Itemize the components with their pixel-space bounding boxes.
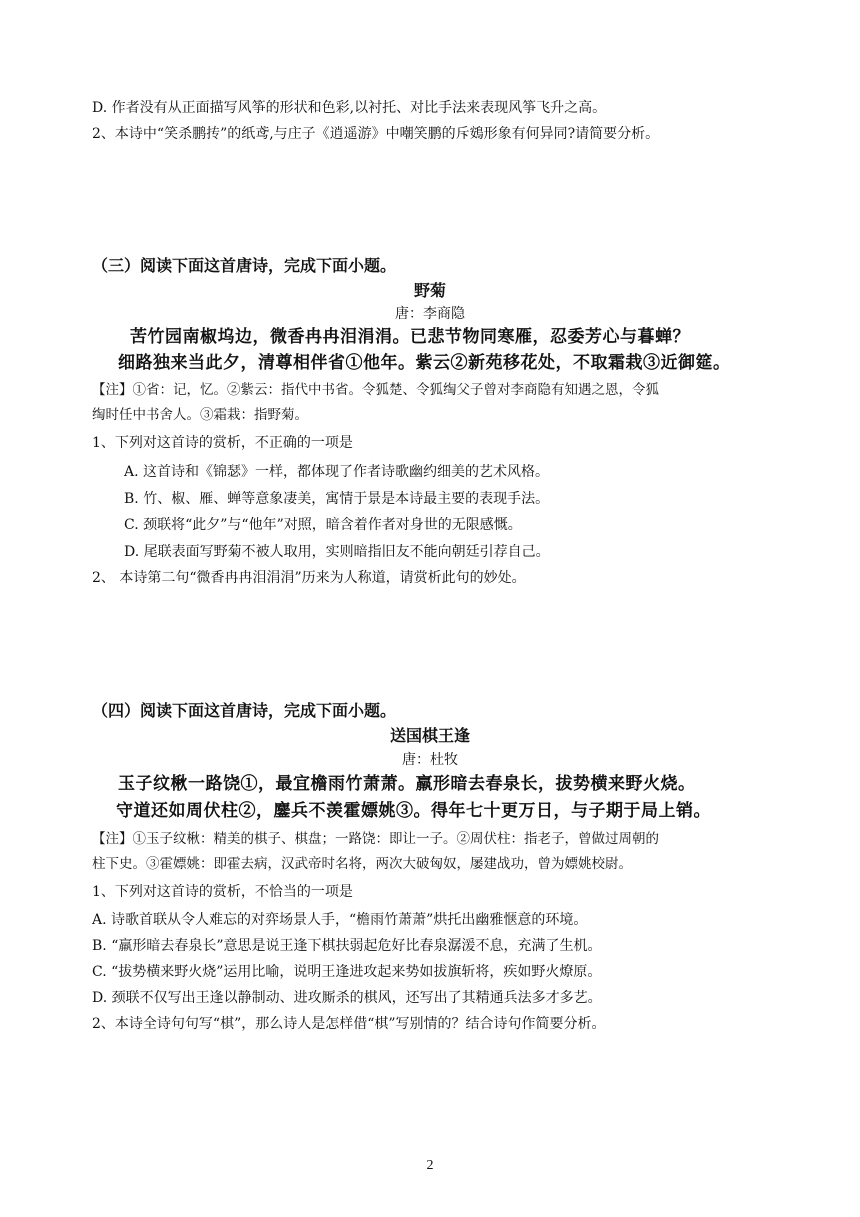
poem-3-author: 唐：李商隐: [395, 306, 465, 322]
poem-4-author: 唐：杜牧: [402, 752, 458, 768]
poem-3-option-c: C. 颈联将“此夕”与“他年”对照，暗含着作者对身世的无限感慨。: [124, 517, 522, 533]
poem-4-option-b: B. “羸形暗去春泉长”意思是说王逢下棋扶弱起危好比春泉潺湲不息，充满了生机。: [92, 938, 602, 954]
poem-3-option-a: A. 这首诗和《锦瑟》一样，都体现了作者诗歌幽约细美的艺术风格。: [124, 464, 550, 480]
poem-4-option-c: C. “拔势横来野火烧”运用比喻，说明王逢进攻起来势如拔旗斩将，疾如野火燎原。: [92, 964, 602, 980]
poem-4-couplet-1: 玉子纹楸一路饶①，最宜檐雨竹萧萧。羸形暗去春泉长，拔势横来野火烧。: [118, 774, 696, 794]
poem-4-note-line-1: 【注】①玉子纹楸：精美的棋子、棋盘；一路饶：即让一子。②周伏柱：指老子，曾做过周朝的: [92, 831, 659, 847]
poem-3-option-d: D. 尾联表面写野菊不被人取用，实则暗指旧友不能向朝廷引荐自己。: [124, 544, 550, 560]
section-3-header: （三）阅读下面这首唐诗，完成下面小题。: [92, 256, 397, 275]
poem-3-note-line-1: 【注】①省：记，忆。②紫云：指代中书省。令狐楚、令狐绹父子曾对李商隐有知遇之恩，令狐: [92, 382, 659, 398]
poem-4-couplet-2: 守道还如周伏柱②，鏖兵不羡霍嫖姚③。得年七十更万日，与子期于局上销。: [116, 801, 711, 821]
page-number: 2: [426, 1158, 434, 1173]
poem-4-note-line-2: 柱下史。③霍嫖姚：即霍去病，汉武帝时名将，两次大破匈奴，屡建战功，曾为嫖姚校尉。: [92, 856, 632, 872]
poem-3-couplet-1: 苦竹园南椒坞边，微香冉冉泪涓涓。已悲节物同寒雁，忍委芳心与暮蝉？: [130, 327, 690, 347]
poem-3-question-2: 2、 本诗第二句“微香冉冉泪涓涓”历来为人称道，请赏析此句的妙处。: [92, 570, 526, 586]
poem-3-question-1: 1、下列对这首诗的赏析，不正确的一项是: [92, 435, 353, 451]
poem-3-note-line-2: 绹时任中书舍人。③霜栽：指野菊。: [92, 407, 308, 423]
poem-4-option-a: A. 诗歌首联从令人难忘的对弈场景人手，“檐雨竹萧萧”烘托出幽雅惬意的环境。: [92, 912, 588, 928]
poem-4-question-1: 1、下列对这首诗的赏析，不恰当的一项是: [92, 884, 353, 900]
poem-3-title: 野菊: [413, 281, 446, 300]
question-2-line: 2、本诗中“笑杀鹏抟”的纸鸢,与庄子《逍遥游》中嘲笑鹏的斥鴳形象有何异同?请简要分析。: [92, 126, 660, 142]
option-d-line: D. 作者没有从正面描写风筝的形状和色彩,以衬托、对比手法来表现风筝飞升之高。: [92, 100, 607, 116]
section-4-header: （四）阅读下面这首唐诗，完成下面小题。: [92, 701, 397, 720]
poem-3-couplet-2: 细路独来当此夕，清尊相伴省①他年。紫云②新苑移花处，不取霜栽③近御筵。: [118, 353, 731, 373]
poem-3-option-b: B. 竹、椒、雁、蝉等意象凄美，寓情于景是本诗最主要的表现手法。: [124, 491, 550, 507]
poem-4-question-2: 2、本诗全诗句句写“棋”，那么诗人是怎样借“棋”写别情的？结合诗句作简要分析。: [92, 1016, 606, 1032]
poem-4-title: 送国棋王逢: [389, 726, 470, 745]
poem-4-option-d: D. 颈联不仅写出王逢以静制动、进攻厮杀的棋风，还写出了其精通兵法多才多艺。: [92, 990, 602, 1006]
